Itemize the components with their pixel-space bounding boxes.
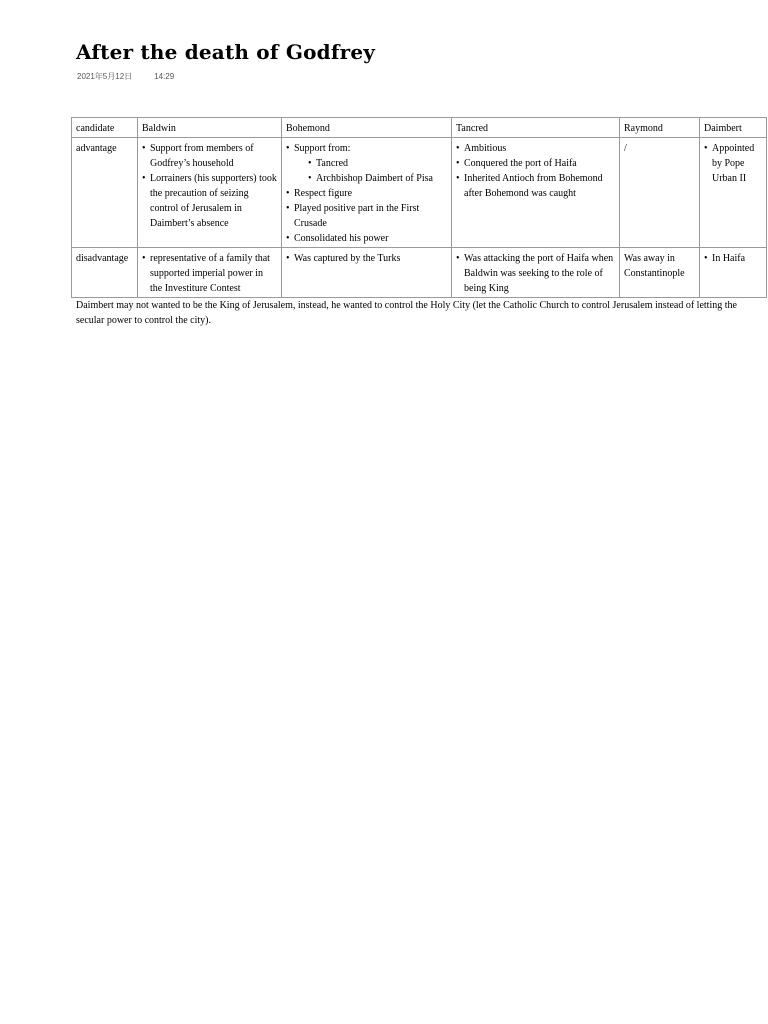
list-subitem: • Tancred [286,156,447,171]
list-item: • Was attacking the port of Haifa when Baldwin was seeking to the role of being King [456,251,615,296]
page-time: 14:29 [154,72,175,81]
list-item: • Appointed by Pope Urban II [704,141,762,186]
header-cell-candidate: candidate [72,118,138,138]
advantage-baldwin-cell [138,138,282,248]
list-item: • Was captured by the Turks [286,251,447,266]
list-item: • Support from: [286,141,447,156]
header-cell-raymond: Raymond [620,118,700,138]
list-subitem: • Archbishop Daimbert of Pisa [286,171,447,186]
list-item: • Ambitious [456,141,615,156]
list-item: • Conquered the port of Haifa [456,156,615,171]
bullet-list [456,251,615,296]
bullet-list [142,251,277,296]
header-cell-daimbert: Daimbert [700,118,767,138]
page-date: 2021年5月12日 [77,72,133,81]
table-header-row [72,118,767,138]
advantage-daimbert-cell [700,138,767,248]
disadvantage-daimbert-cell [700,248,767,298]
disadvantage-bohemond-cell [282,248,452,298]
page-meta [77,71,174,82]
advantage-tancred-cell [452,138,620,248]
bullet-list [286,141,447,246]
list-item: • Lorrainers (his supporters) took the precaution of seizing control of Jerusalem in Daimbert’s absence [142,171,277,231]
header-cell-baldwin: Baldwin [138,118,282,138]
header-cell-bohemond: Bohemond [282,118,452,138]
advantage-label: advantage [72,138,138,248]
list-item: • representative of a family that supported imperial power in the Investiture Contest [142,251,277,296]
list-item: • Inherited Antioch from Bohemond after Bohemond was caught [456,171,615,201]
bullet-list [456,141,615,201]
bullet-list [704,251,762,266]
disadvantage-baldwin-cell [138,248,282,298]
list-item: • Support from members of Godfrey’s household [142,141,277,171]
header-cell-tancred: Tancred [452,118,620,138]
advantage-row [72,138,767,248]
bullet-list [704,141,762,186]
disadvantage-tancred-cell [452,248,620,298]
list-item: • Played positive part in the First Crusade [286,201,447,231]
bullet-list [286,251,447,266]
page-title: After the death of Godfrey [76,40,376,64]
advantage-raymond-cell: / [620,138,700,248]
list-item: • Respect figure [286,186,447,201]
bullet-list [142,141,277,231]
disadvantage-label: disadvantage [72,248,138,298]
disadvantage-raymond-cell: Was away in Constantinople [620,248,700,298]
conclusion-note: Daimbert may not wanted to be the King of Jerusalem, instead, he wanted to control the Holy City (let the Catholic Church to control Jerusalem instead of letting the secular power to control the city). [76,300,737,326]
list-item: • Consolidated his power [286,231,447,246]
list-item: • In Haifa [704,251,762,266]
advantage-bohemond-cell [282,138,452,248]
candidates-table [71,117,767,298]
disadvantage-row [72,248,767,298]
